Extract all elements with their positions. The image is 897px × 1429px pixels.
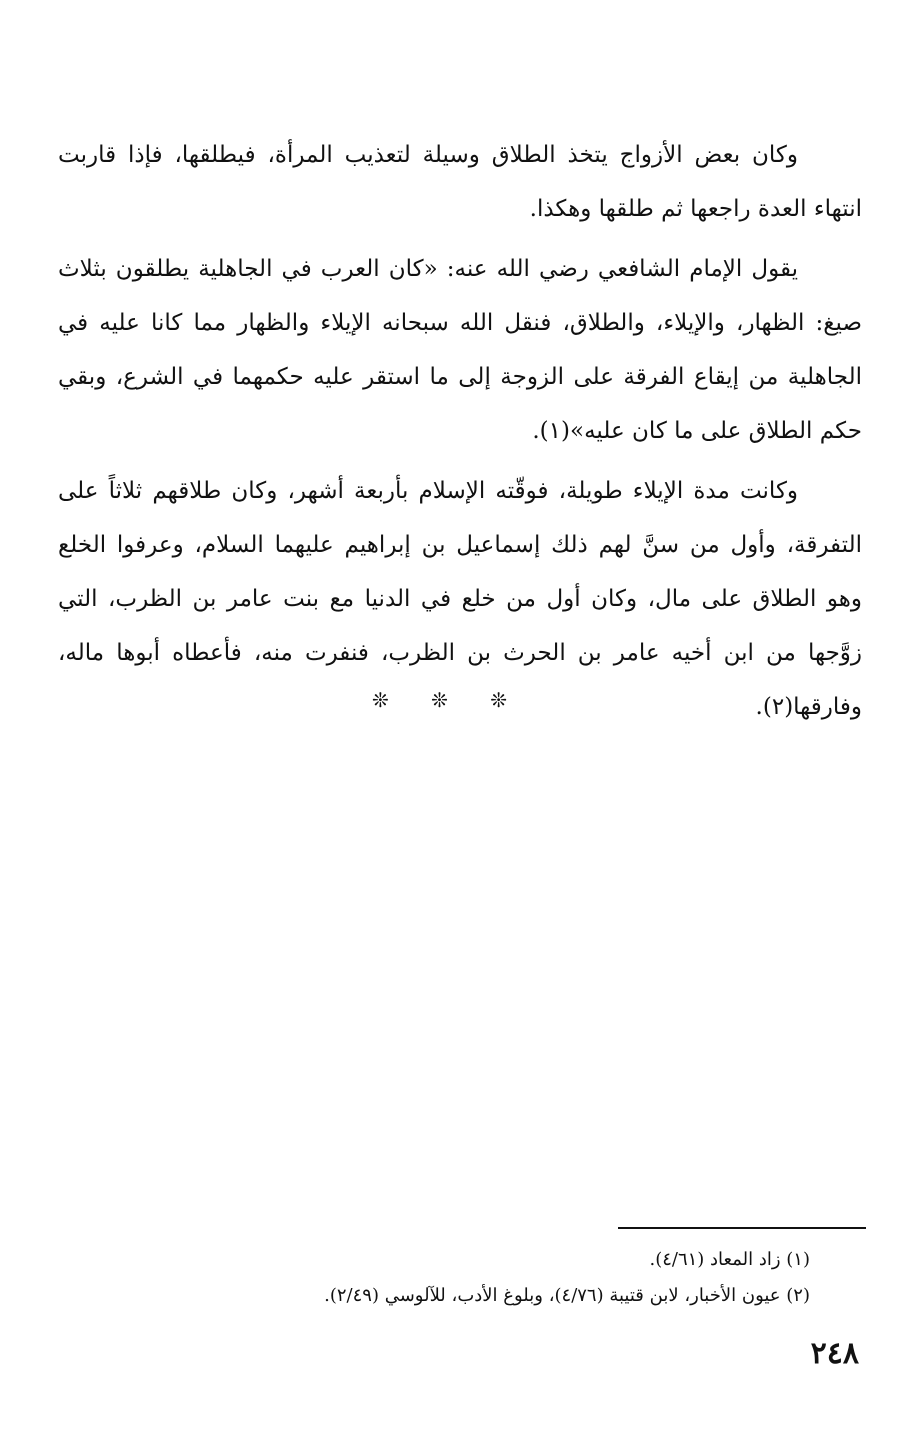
footnote-2: (٢) عيون الأخبار، لابن قتيبة (٤/٧٦)، وبلوغ الأدب، للآلوسي (٢/٤٩). xyxy=(324,1285,810,1306)
section-separator: ❊ ❊ ❊ xyxy=(372,688,525,712)
footnote-rule xyxy=(618,1227,866,1229)
paragraph-2: يقول الإمام الشافعي رضي الله عنه: «كان العرب في الجاهلية يطلقون بثلاث صيغ: الظهار، والإيلاء، والطلاق، فنقل الله سبحانه الإيلاء والظهار مما كانا عليه في الجاهلية من إيقاع الفرقة على الزوجة إلى ما استقر عليه حكمهما في الشرع، وبقي حكم الطلاق على ما كان عليه»(١). xyxy=(58,256,862,444)
footnotes xyxy=(120,1242,810,1314)
paragraph-3: وكانت مدة الإيلاء طويلة، فوقّته الإسلام بأربعة أشهر، وكان طلاقهم ثلاثاً على التفرقة، وأول من سنَّ لهم ذلك إسماعيل بن إبراهيم عليهما السلام، وعرفوا الخلع وهو الطلاق على مال، وكان أول من خلع في الدنيا مع بنت عامر بن الظرب، التي زوَّجها من ابن أخيه عامر بن الحرث بن الظرب، فنفرت منه، فأعطاه أبوها ماله، وفارقها(٢). xyxy=(58,478,862,720)
main-text xyxy=(58,128,862,740)
paragraph-1: وكان بعض الأزواج يتخذ الطلاق وسيلة لتعذيب المرأة، فيطلقها، فإذا قاربت انتهاء العدة راجعها ثم طلقها وهكذا. xyxy=(58,142,862,222)
page-number: ٢٤٨ xyxy=(810,1336,859,1371)
footnote-1: (١) زاد المعاد (٤/٦١). xyxy=(649,1249,810,1270)
